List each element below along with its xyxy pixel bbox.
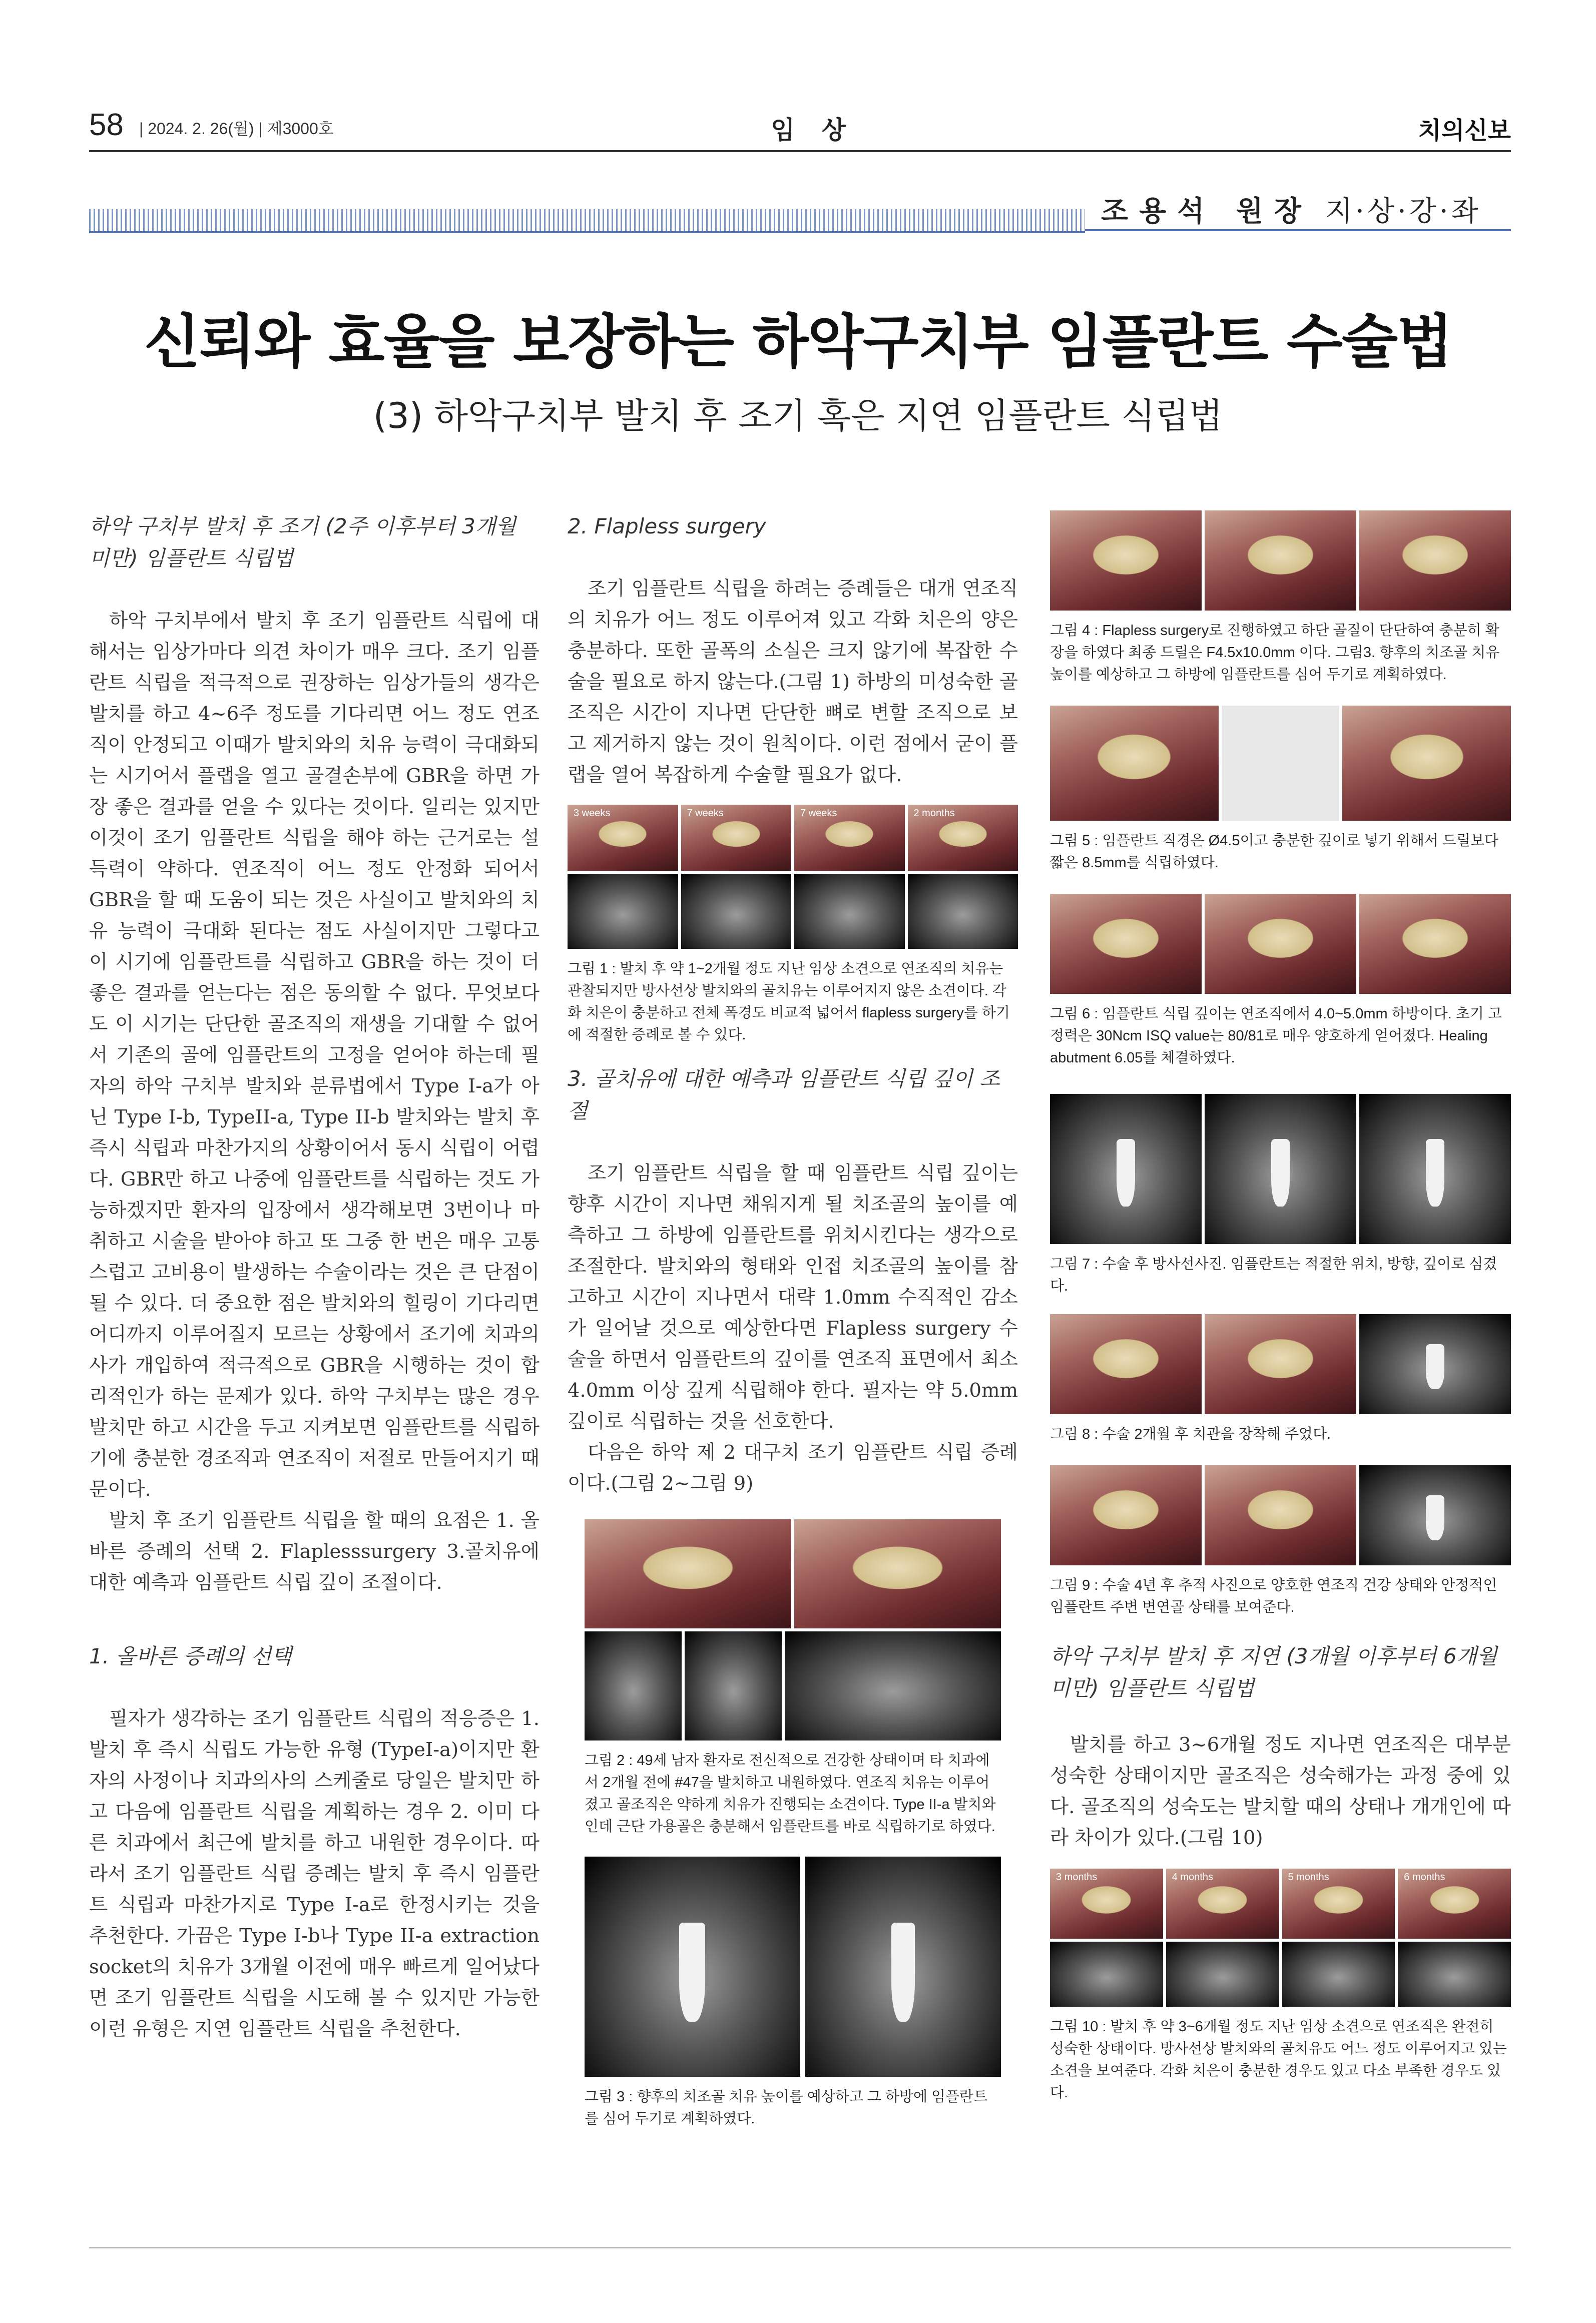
- paragraph: 필자가 생각하는 조기 임플란트 식립의 적응증은 1. 발치 후 즉시 식립도 가능한 유형 (TypeI-a)이지만 환자의 사정이나 치과의사의 스케줄로 당일은 발치만 하고 다음에 임플란트 식립을 계획하는 경우 2. 이미 다른 치과에서 최근에 발치를 하고 내원한 경우이다. 따라서 조기 임플란트 식립 증례는 발치 후 즉시 임플란트 식립과 마찬가지로 Type I-a로 한정시키는 것을 추천한다. 가끔은 Type I-b나 Type II-a extraction socket의 치유가 3개월 이전에 매우 빠르게 일어났다면 조기 임플란트 식립을 시도해 볼 수 있지만 가능한 이런 유형은 지연 임플란트 식립을 추천한다.: [89, 1707, 540, 2040]
- figure-3-caption: 그림 3 : 향후의 치조골 치유 높이를 예상하고 그 하방에 임플란트를 심어 두기로 계획하였다.: [585, 2089, 988, 2127]
- footer-rule: [89, 2247, 1511, 2248]
- figure-tag: 3 weeks: [574, 808, 611, 819]
- column-1: [89, 510, 540, 2045]
- figure-2: [585, 1519, 1001, 1838]
- figure-8: [1050, 1314, 1511, 1445]
- series-hatch-bar: [89, 209, 1085, 233]
- figure-7-caption: 그림 7 : 수술 후 방사선사진. 임플란트는 적절한 위치, 방향, 깊이로 심겼다.: [1050, 1256, 1497, 1294]
- column-3: [1050, 510, 1511, 2104]
- paragraph: 조기 임플란트 식립을 할 때 임플란트 식립 깊이는 향후 시간이 지나면 채워지게 될 치조골의 높이를 예측하고 그 하방에 임플란트를 위치시킨다는 생각으로 조절한다. 발치와의 형태와 인접 치조골의 높이를 참고하고 시간이 지나면서 대략 1.0mm 수직적인 감소가 일어날 것으로 예상한다면 Flapless surgery 수술을 하면서 임플란트의 깊이를 연조직 표면에서 최소 4.0mm 이상 깊게 식립해야 한다. 필자는 약 5.0mm 깊이로 식립하는 것을 선호한다.: [568, 1162, 1018, 1433]
- figure-10-photo: [1050, 1869, 1163, 1939]
- figure-1-photo: [568, 805, 678, 871]
- figure-6-photo: [1050, 894, 1202, 994]
- figure-2-xray: [585, 1631, 682, 1740]
- figure-5-photo: [1050, 706, 1219, 821]
- section-label: 임 상: [771, 115, 855, 145]
- figure-10-photo: [1166, 1869, 1279, 1939]
- figure-1-xray: [568, 874, 678, 949]
- figure-1-xray: [681, 874, 792, 949]
- figure-1-xray: [908, 874, 1018, 949]
- figure-9-xray: [1359, 1465, 1511, 1565]
- issue-info: | 2024. 2. 26(월) | 제3000호: [139, 120, 334, 138]
- figure-4-photo: [1205, 510, 1356, 611]
- figure-3-ct-cross: [805, 1857, 1001, 2077]
- figure-tag: 2 months: [913, 808, 955, 819]
- figure-6-photo: [1205, 894, 1356, 994]
- figure-7: [1050, 1094, 1511, 1297]
- figure-10-xray: [1282, 1942, 1395, 2007]
- figure-1-photo: [908, 805, 1018, 871]
- figure-1-caption: 그림 1 : 발치 후 약 1~2개월 정도 지난 임상 소견으로 연조직의 치유는 관찰되지만 방사선상 발치와의 골치유는 이루어지지 않은 소견이다. 각화 치은이 충분하고 전체 폭경도 비교적 넓어서 flapless surgery를 하기에 적절한 증례로 볼 수 있다.: [568, 961, 1010, 1043]
- figure-10-xray: [1166, 1942, 1279, 2007]
- paragraph: 다음은 하악 제 2 대구치 조기 임플란트 식립 증례이다.(그림 2~그림 9): [568, 1441, 1018, 1495]
- figure-8-caption: 그림 8 : 수술 2개월 후 치관을 장착해 주었다.: [1050, 1426, 1331, 1442]
- figure-tag: 7 weeks: [687, 808, 724, 819]
- paragraph: 발치 후 조기 임플란트 식립을 할 때의 요점은 1. 올바른 증례의 선택 2. Flaplesssurgery 3.골치유에 대한 예측과 임플란트 식립 깊이 조절이다.: [89, 1509, 540, 1594]
- section-heading-depth: 3. 골치유에 대한 예측과 임플란트 식립 깊이 조절: [568, 1066, 1000, 1123]
- section-heading-early: 하악 구치부 발치 후 조기 (2주 이후부터 3개월 미만) 임플란트 식립법: [89, 514, 516, 570]
- author-name: 조용석 원장: [1101, 195, 1312, 228]
- figure-10-xray: [1398, 1942, 1511, 2007]
- figure-2-ct: [685, 1631, 782, 1740]
- paragraph: 조기 임플란트 식립을 하려는 증례들은 대개 연조직의 치유가 어느 정도 이루어져 있고 각화 치은의 양은 충분하다. 또한 골폭의 소실은 크지 않기에 복잡한 수술을 필요로 하지 않는다.(그림 1) 하방의 미성숙한 골조직은 시간이 지나면 단단한 뼈로 변할 조직으로 보고 제거하지 않는 것이 원칙이다. 이런 점에서 굳이 플랩을 열어 복잡하게 수술할 필요가 없다.: [568, 577, 1018, 786]
- figure-1-photo: [794, 805, 905, 871]
- figure-10: [1050, 1869, 1511, 2104]
- figure-3-ct-sagittal: [585, 1857, 800, 2077]
- figure-tag: 6 months: [1404, 1872, 1445, 1883]
- figure-5-caption: 그림 5 : 임플란트 직경은 Ø4.5이고 충분한 깊이로 넣기 위해서 드릴보다 짧은 8.5mm를 식립하였다.: [1050, 833, 1498, 871]
- figure-4: [1050, 510, 1511, 686]
- series-title: 지·상·강·좌: [1325, 195, 1481, 228]
- figure-4-photo: [1359, 510, 1511, 611]
- figure-2-photo: [585, 1519, 791, 1628]
- figure-2-panorama: [785, 1631, 1001, 1740]
- figure-2-photo: [794, 1519, 1001, 1628]
- section-heading-delayed: 하악 구치부 발치 후 지연 (3개월 이후부터 6개월 미만) 임플란트 식립법: [1050, 1644, 1497, 1700]
- figure-tag: 5 months: [1288, 1872, 1329, 1883]
- paragraph: 하악 구치부에서 발치 후 조기 임플란트 식립에 대해서는 임상가마다 의견 차이가 매우 크다. 조기 임플란트 식립을 적극적으로 권장하는 임상가들의 생각은 발치를 하고 4~6주 정도를 기다리면 어느 정도 연조직이 안정되고 이때가 발치와의 치유 능력이 극대화되는 시기어서 플랩을 열고 골결손부에 GBR을 하면 가장 좋은 결과를 얻을 수 있다는 것이다. 일리는 있지만 이것이 조기 임플란트 식립을 해야 하는 근거로는 설득력이 약하다. 연조직이 어느 정도 안정화 되어서 GBR을 할 때 도움이 되는 것은 사실이고 발치와의 치유 능력이 극대화 된다는 점도 사실이지만 그렇다고 이 시기에 임플란트를 식립하고 GBR을 하는 것이 더 좋은 결과를 얻는다는 점은 동의할 수 없다. 무엇보다도 이 시기는 단단한 골조직의 재생을 기대할 수 없어서 기존의 골에 임플란트의 고정을 얻어야 하는데 필자의 하악 구치부 발치와 분류법에서 Type I-a가 아닌 Type I-b, TypeII-a, Type II-b 발치와는 발치 후 즉시 식립과 마찬가지의 상황이어서 동시 식립이 어렵다. GBR만 하고 나중에 임플란트를 식립하는 것도 가능하겠지만 환자의 입장에서 생각해보면 3번이나 마취하고 시술을 받아야 하고 또 그중 한 번은 매우 고통스럽고 고비용이 발생하는 수술이라는 것은 큰 단점이 될 수 있다. 더 중요한 점은 발치와의 힐링이 기다리면 어디까지 이루어질지 모르는 상황에서 조기에 치과의사가 개입하여 적극적으로 GBR을 시행하는 것이 합리적인가 하는 문제가 있다. 하악 구치부는 많은 경우 발치만 하고 시간을 두고 지켜보면 임플란트를 식립하기에 충분한 경조직과 연조직이 저절로 만들어지기 때문이다.: [89, 610, 540, 1501]
- figure-1-photo: [681, 805, 792, 871]
- article-subheadline: (3) 하악구치부 발치 후 조기 혹은 지연 임플란트 식립법: [373, 395, 1223, 436]
- figure-9: [1050, 1465, 1511, 1618]
- figure-10-xray: [1050, 1942, 1163, 2007]
- figure-8-photo: [1205, 1314, 1356, 1414]
- figure-6-photo: [1359, 894, 1511, 994]
- paragraph: 발치를 하고 3~6개월 정도 지나면 연조직은 대부분 성숙한 상태이지만 골조직은 성숙해가는 과정 중에 있다. 골조직의 성숙도는 발치할 때의 상태나 개개인에 따라 차이가 있다.(그림 10): [1050, 1733, 1511, 1849]
- figure-2-caption: 그림 2 : 49세 남자 환자로 전신적으로 건강한 상태이며 타 치과에서 2개월 전에 #47을 발치하고 내원하였다. 연조직 치유는 이루어졌고 골조직은 약하게 치유가 진행되는 소견이다. Type II-a 발치와인데 근단 가용골은 충분해서 임플란트를 바로 식립하기로 하였다.: [585, 1753, 996, 1835]
- figure-tag: 4 months: [1172, 1872, 1214, 1883]
- newspaper-logo: 치의신보: [1418, 117, 1511, 145]
- figure-7-xray: [1359, 1094, 1511, 1244]
- section-heading-flapless: 2. Flapless surgery: [568, 514, 766, 538]
- figure-4-caption: 그림 4 : Flapless surgery로 진행하였고 하단 골질이 단단하여 충분히 확장을 하였다 최종 드릴은 F4.5x10.0mm 이다. 그림3. 향후의 치조골 치유 높이를 예상하고 그 하방에 임플란트를 심어 두기로 계획하였다.: [1050, 623, 1500, 683]
- figure-5: [1050, 706, 1511, 874]
- figure-1: [568, 805, 1018, 1046]
- figure-8-xray: [1359, 1314, 1511, 1414]
- masthead-rule: [89, 150, 1511, 152]
- figure-7-xray: [1050, 1094, 1202, 1244]
- figure-9-caption: 그림 9 : 수술 4년 후 추적 사진으로 양호한 연조직 건강 상태와 안정적인 임플란트 주변 변연골 상태를 보여준다.: [1050, 1577, 1497, 1615]
- figure-5-implant-photo: [1222, 706, 1340, 821]
- series-underline: [1085, 229, 1511, 231]
- page-number: 58: [89, 108, 124, 142]
- figure-10-caption: 그림 10 : 발치 후 약 3~6개월 정도 지난 임상 소견으로 연조직은 완전히 성숙한 상태이다. 방사선상 발치와의 골치유도 어느 정도 이루어지고 있는 소견을 보여준다. 각화 치은이 충분한 경우도 있고 다소 부족한 경우도 있다.: [1050, 2019, 1507, 2101]
- figure-9-photo: [1050, 1465, 1202, 1565]
- figure-7-xray: [1205, 1094, 1356, 1244]
- series-banner: [1101, 189, 1481, 229]
- figure-tag: 3 months: [1056, 1872, 1098, 1883]
- figure-4-photo: [1050, 510, 1202, 611]
- column-2: [568, 510, 1018, 2130]
- section-heading-case-selection: 1. 올바른 증례의 선택: [89, 1644, 292, 1668]
- figure-8-photo: [1050, 1314, 1202, 1414]
- figure-9-photo: [1205, 1465, 1356, 1565]
- figure-5-photo: [1342, 706, 1511, 821]
- figure-10-photo: [1398, 1869, 1511, 1939]
- figure-1-xray: [794, 874, 905, 949]
- article-headline: 신뢰와 효율을 보장하는 하악구치부 임플란트 수술법: [144, 308, 1452, 376]
- figure-3: [585, 1857, 1001, 2130]
- figure-6: [1050, 894, 1511, 1069]
- figure-6-caption: 그림 6 : 임플란트 식립 깊이는 연조직에서 4.0~5.0mm 하방이다. 초기 고정력은 30Ncm ISQ value는 80/81로 매우 양호하게 얻어졌다. Healing abutment 6.05를 체결하였다.: [1050, 1006, 1502, 1066]
- figure-10-photo: [1282, 1869, 1395, 1939]
- figure-tag: 7 weeks: [800, 808, 837, 819]
